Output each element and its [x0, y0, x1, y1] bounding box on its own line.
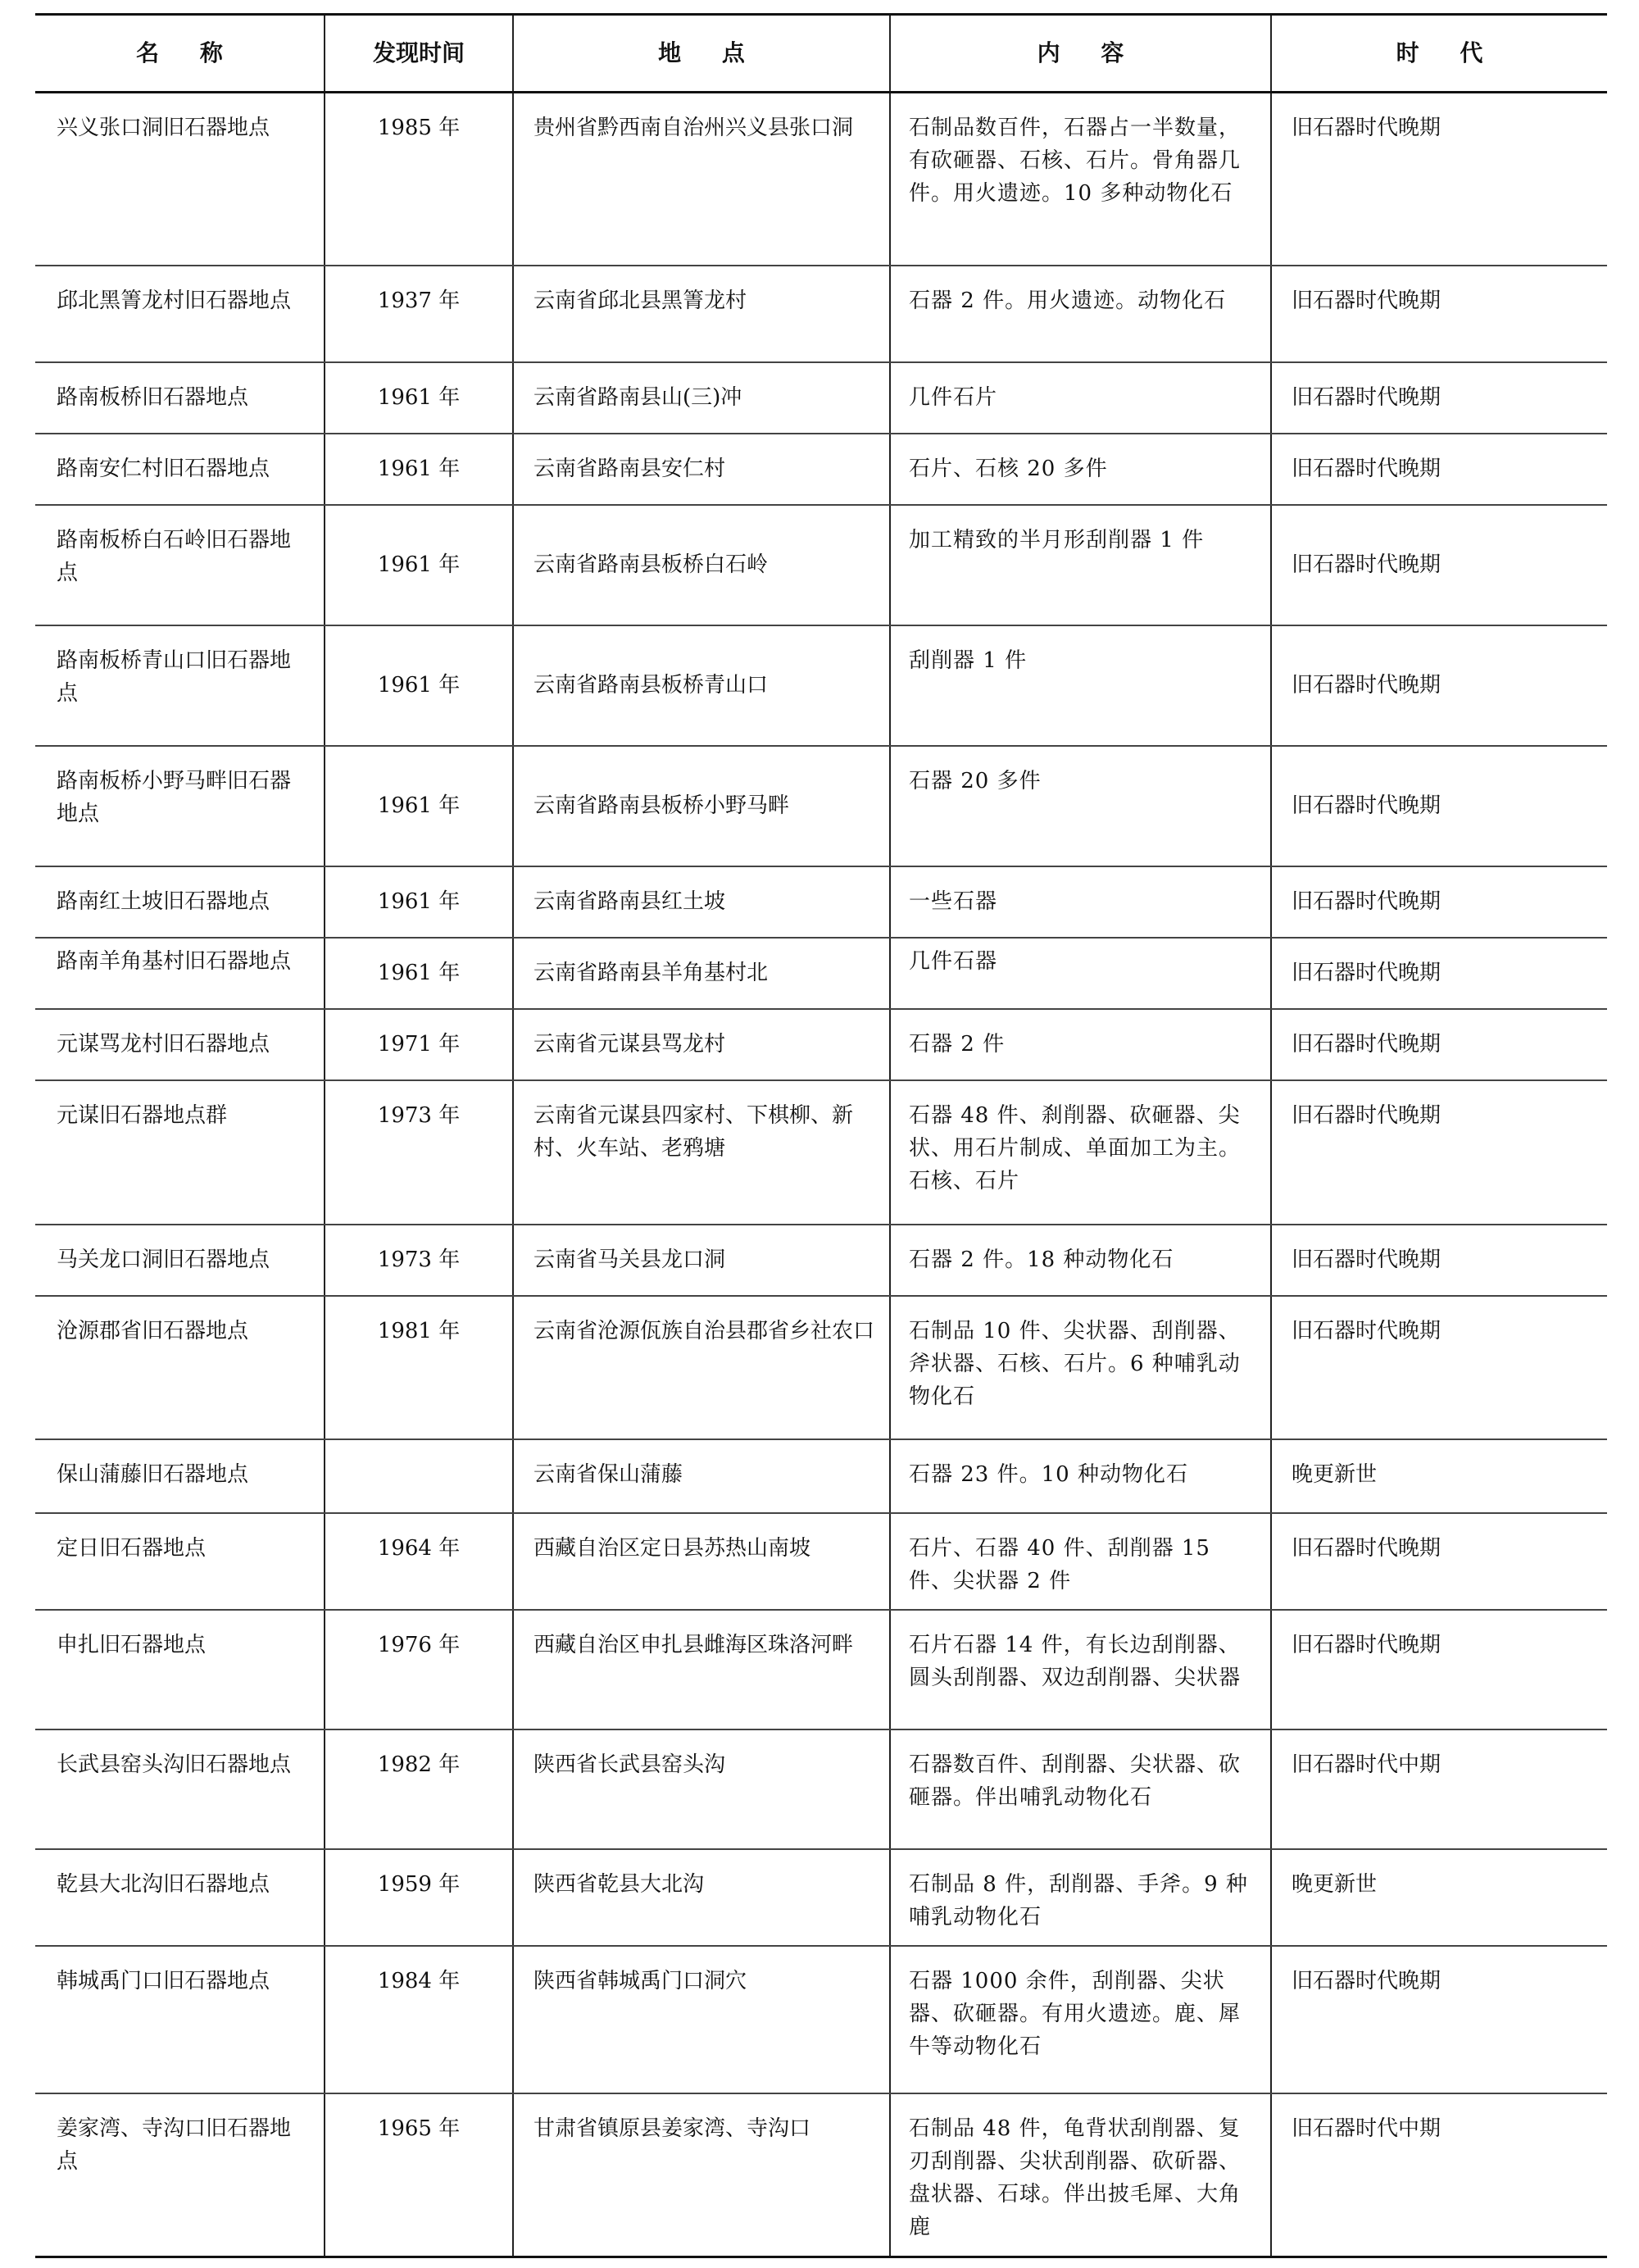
table-row [35, 1849, 1607, 1946]
cell-place: 陕西省韩城禹门口洞穴 [513, 1946, 890, 2093]
cell-name: 姜家湾、寺沟口旧石器地点 [35, 2093, 325, 2257]
cell-content: 石器 1000 余件，刮削器、尖状器、砍砸器。有用火遗迹。鹿、犀牛等动物化石 [890, 1946, 1271, 2093]
sites-table-wrapper [35, 13, 1607, 2258]
cell-year: 1981 年 [325, 1296, 513, 1439]
table-row [35, 1513, 1607, 1610]
cell-content: 几件石器 [890, 938, 1271, 1009]
header-period: 时 代 [1271, 15, 1607, 93]
cell-period: 旧石器时代晚期 [1271, 625, 1607, 746]
table-row [35, 938, 1607, 1009]
cell-period: 旧石器时代晚期 [1271, 362, 1607, 434]
cell-content: 刮削器 1 件 [890, 625, 1271, 746]
table-row [35, 1946, 1607, 2093]
table-row [35, 625, 1607, 746]
cell-name: 元谋旧石器地点群 [35, 1080, 325, 1225]
table-row [35, 266, 1607, 362]
cell-year: 1961 年 [325, 938, 513, 1009]
cell-content: 一些石器 [890, 866, 1271, 938]
cell-year [325, 1439, 513, 1513]
cell-place: 云南省马关县龙口洞 [513, 1225, 890, 1296]
cell-place: 陕西省长武县窑头沟 [513, 1729, 890, 1849]
table-row [35, 505, 1607, 625]
cell-place: 云南省路南县红土坡 [513, 866, 890, 938]
cell-place: 云南省路南县板桥白石岭 [513, 505, 890, 625]
cell-content: 石器 2 件 [890, 1009, 1271, 1080]
cell-content: 石器 2 件。18 种动物化石 [890, 1225, 1271, 1296]
table-row [35, 362, 1607, 434]
cell-content: 石制品 48 件，龟背状刮削器、复刃刮削器、尖状刮削器、砍斫器、盘状器、石球。伴出披毛犀、大角鹿 [890, 2093, 1271, 2257]
cell-content: 石器 23 件。10 种动物化石 [890, 1439, 1271, 1513]
cell-period: 旧石器时代中期 [1271, 1729, 1607, 1849]
cell-content: 石片、石器 40 件、刮削器 15 件、尖状器 2 件 [890, 1513, 1271, 1610]
table-row [35, 866, 1607, 938]
cell-name: 乾县大北沟旧石器地点 [35, 1849, 325, 1946]
cell-content: 几件石片 [890, 362, 1271, 434]
cell-period: 旧石器时代晚期 [1271, 1513, 1607, 1610]
table-row [35, 1729, 1607, 1849]
cell-content: 石制品数百件，石器占一半数量，有砍砸器、石核、石片。骨角器几件。用火遗迹。10 多种动物化石 [890, 93, 1271, 266]
cell-year: 1965 年 [325, 2093, 513, 2257]
cell-period: 晚更新世 [1271, 1439, 1607, 1513]
cell-name: 路南板桥青山口旧石器地点 [35, 625, 325, 746]
cell-name: 定日旧石器地点 [35, 1513, 325, 1610]
cell-period: 旧石器时代晚期 [1271, 266, 1607, 362]
table-row [35, 2093, 1607, 2257]
cell-year: 1961 年 [325, 434, 513, 505]
cell-place: 甘肃省镇原县姜家湾、寺沟口 [513, 2093, 890, 2257]
table-header-row [35, 15, 1607, 93]
cell-year: 1973 年 [325, 1225, 513, 1296]
cell-place: 云南省路南县板桥青山口 [513, 625, 890, 746]
cell-year: 1961 年 [325, 505, 513, 625]
cell-period: 旧石器时代晚期 [1271, 1296, 1607, 1439]
cell-place: 云南省邱北县黑箐龙村 [513, 266, 890, 362]
cell-year: 1961 年 [325, 866, 513, 938]
cell-year: 1961 年 [325, 625, 513, 746]
cell-name: 申扎旧石器地点 [35, 1610, 325, 1729]
cell-name: 路南红土坡旧石器地点 [35, 866, 325, 938]
cell-period: 旧石器时代晚期 [1271, 1080, 1607, 1225]
header-content: 内 容 [890, 15, 1271, 93]
cell-content: 石器 2 件。用火遗迹。动物化石 [890, 266, 1271, 362]
cell-year: 1973 年 [325, 1080, 513, 1225]
cell-name: 保山蒲藤旧石器地点 [35, 1439, 325, 1513]
cell-name: 韩城禹门口旧石器地点 [35, 1946, 325, 2093]
cell-year: 1971 年 [325, 1009, 513, 1080]
cell-content: 石器 48 件、刹削器、砍砸器、尖状、用石片制成、单面加工为主。石核、石片 [890, 1080, 1271, 1225]
cell-period: 旧石器时代中期 [1271, 2093, 1607, 2257]
cell-name: 路南板桥旧石器地点 [35, 362, 325, 434]
cell-period: 旧石器时代晚期 [1271, 93, 1607, 266]
table-row [35, 1080, 1607, 1225]
cell-content: 石片、石核 20 多件 [890, 434, 1271, 505]
paleolithic-sites-table [35, 13, 1607, 2258]
table-row [35, 1610, 1607, 1729]
cell-name: 兴义张口洞旧石器地点 [35, 93, 325, 266]
table-row [35, 1225, 1607, 1296]
cell-name: 长武县窑头沟旧石器地点 [35, 1729, 325, 1849]
cell-year: 1937 年 [325, 266, 513, 362]
cell-period: 旧石器时代晚期 [1271, 434, 1607, 505]
cell-place: 云南省元谋县四家村、下棋柳、新村、火车站、老鸦塘 [513, 1080, 890, 1225]
cell-year: 1961 年 [325, 746, 513, 866]
cell-period: 晚更新世 [1271, 1849, 1607, 1946]
cell-place: 西藏自治区定日县苏热山南坡 [513, 1513, 890, 1610]
table-row [35, 1296, 1607, 1439]
cell-place: 云南省路南县羊角基村北 [513, 938, 890, 1009]
cell-name: 路南板桥小野马畔旧石器地点 [35, 746, 325, 866]
cell-place: 云南省元谋县骂龙村 [513, 1009, 890, 1080]
table-row [35, 434, 1607, 505]
cell-year: 1964 年 [325, 1513, 513, 1610]
header-place: 地 点 [513, 15, 890, 93]
cell-place: 云南省保山蒲藤 [513, 1439, 890, 1513]
cell-place: 云南省路南县安仁村 [513, 434, 890, 505]
cell-year: 1984 年 [325, 1946, 513, 2093]
cell-name: 元谋骂龙村旧石器地点 [35, 1009, 325, 1080]
cell-place: 云南省路南县板桥小野马畔 [513, 746, 890, 866]
cell-period: 旧石器时代晚期 [1271, 505, 1607, 625]
table-row [35, 746, 1607, 866]
cell-content: 石制品 10 件、尖状器、刮削器、斧状器、石核、石片。6 种哺乳动物化石 [890, 1296, 1271, 1439]
cell-name: 路南板桥白石岭旧石器地点 [35, 505, 325, 625]
table-row [35, 1439, 1607, 1513]
cell-place: 西藏自治区申扎县雌海区珠洛河畔 [513, 1610, 890, 1729]
cell-place: 陕西省乾县大北沟 [513, 1849, 890, 1946]
cell-year: 1982 年 [325, 1729, 513, 1849]
cell-period: 旧石器时代晚期 [1271, 1009, 1607, 1080]
cell-name: 路南安仁村旧石器地点 [35, 434, 325, 505]
cell-content: 石片石器 14 件，有长边刮削器、圆头刮削器、双边刮削器、尖状器 [890, 1610, 1271, 1729]
cell-period: 旧石器时代晚期 [1271, 1610, 1607, 1729]
cell-name: 路南羊角基村旧石器地点 [35, 938, 325, 1009]
cell-name: 马关龙口洞旧石器地点 [35, 1225, 325, 1296]
header-year: 发现时间 [325, 15, 513, 93]
cell-year: 1961 年 [325, 362, 513, 434]
header-name: 名 称 [35, 15, 325, 93]
cell-content: 石器数百件、刮削器、尖状器、砍砸器。伴出哺乳动物化石 [890, 1729, 1271, 1849]
cell-period: 旧石器时代晚期 [1271, 746, 1607, 866]
cell-place: 云南省路南县山(三)冲 [513, 362, 890, 434]
cell-period: 旧石器时代晚期 [1271, 1946, 1607, 2093]
cell-content: 石器 20 多件 [890, 746, 1271, 866]
cell-year: 1959 年 [325, 1849, 513, 1946]
cell-place: 贵州省黔西南自治州兴义县张口洞 [513, 93, 890, 266]
cell-name: 沧源郡省旧石器地点 [35, 1296, 325, 1439]
cell-place: 云南省沧源佤族自治县郡省乡社农口 [513, 1296, 890, 1439]
table-row [35, 93, 1607, 266]
cell-period: 旧石器时代晚期 [1271, 1225, 1607, 1296]
cell-content: 石制品 8 件，刮削器、手斧。9 种哺乳动物化石 [890, 1849, 1271, 1946]
table-row [35, 1009, 1607, 1080]
cell-content: 加工精致的半月形刮削器 1 件 [890, 505, 1271, 625]
cell-period: 旧石器时代晚期 [1271, 938, 1607, 1009]
cell-year: 1976 年 [325, 1610, 513, 1729]
cell-year: 1985 年 [325, 93, 513, 266]
cell-name: 邱北黑箐龙村旧石器地点 [35, 266, 325, 362]
cell-period: 旧石器时代晚期 [1271, 866, 1607, 938]
